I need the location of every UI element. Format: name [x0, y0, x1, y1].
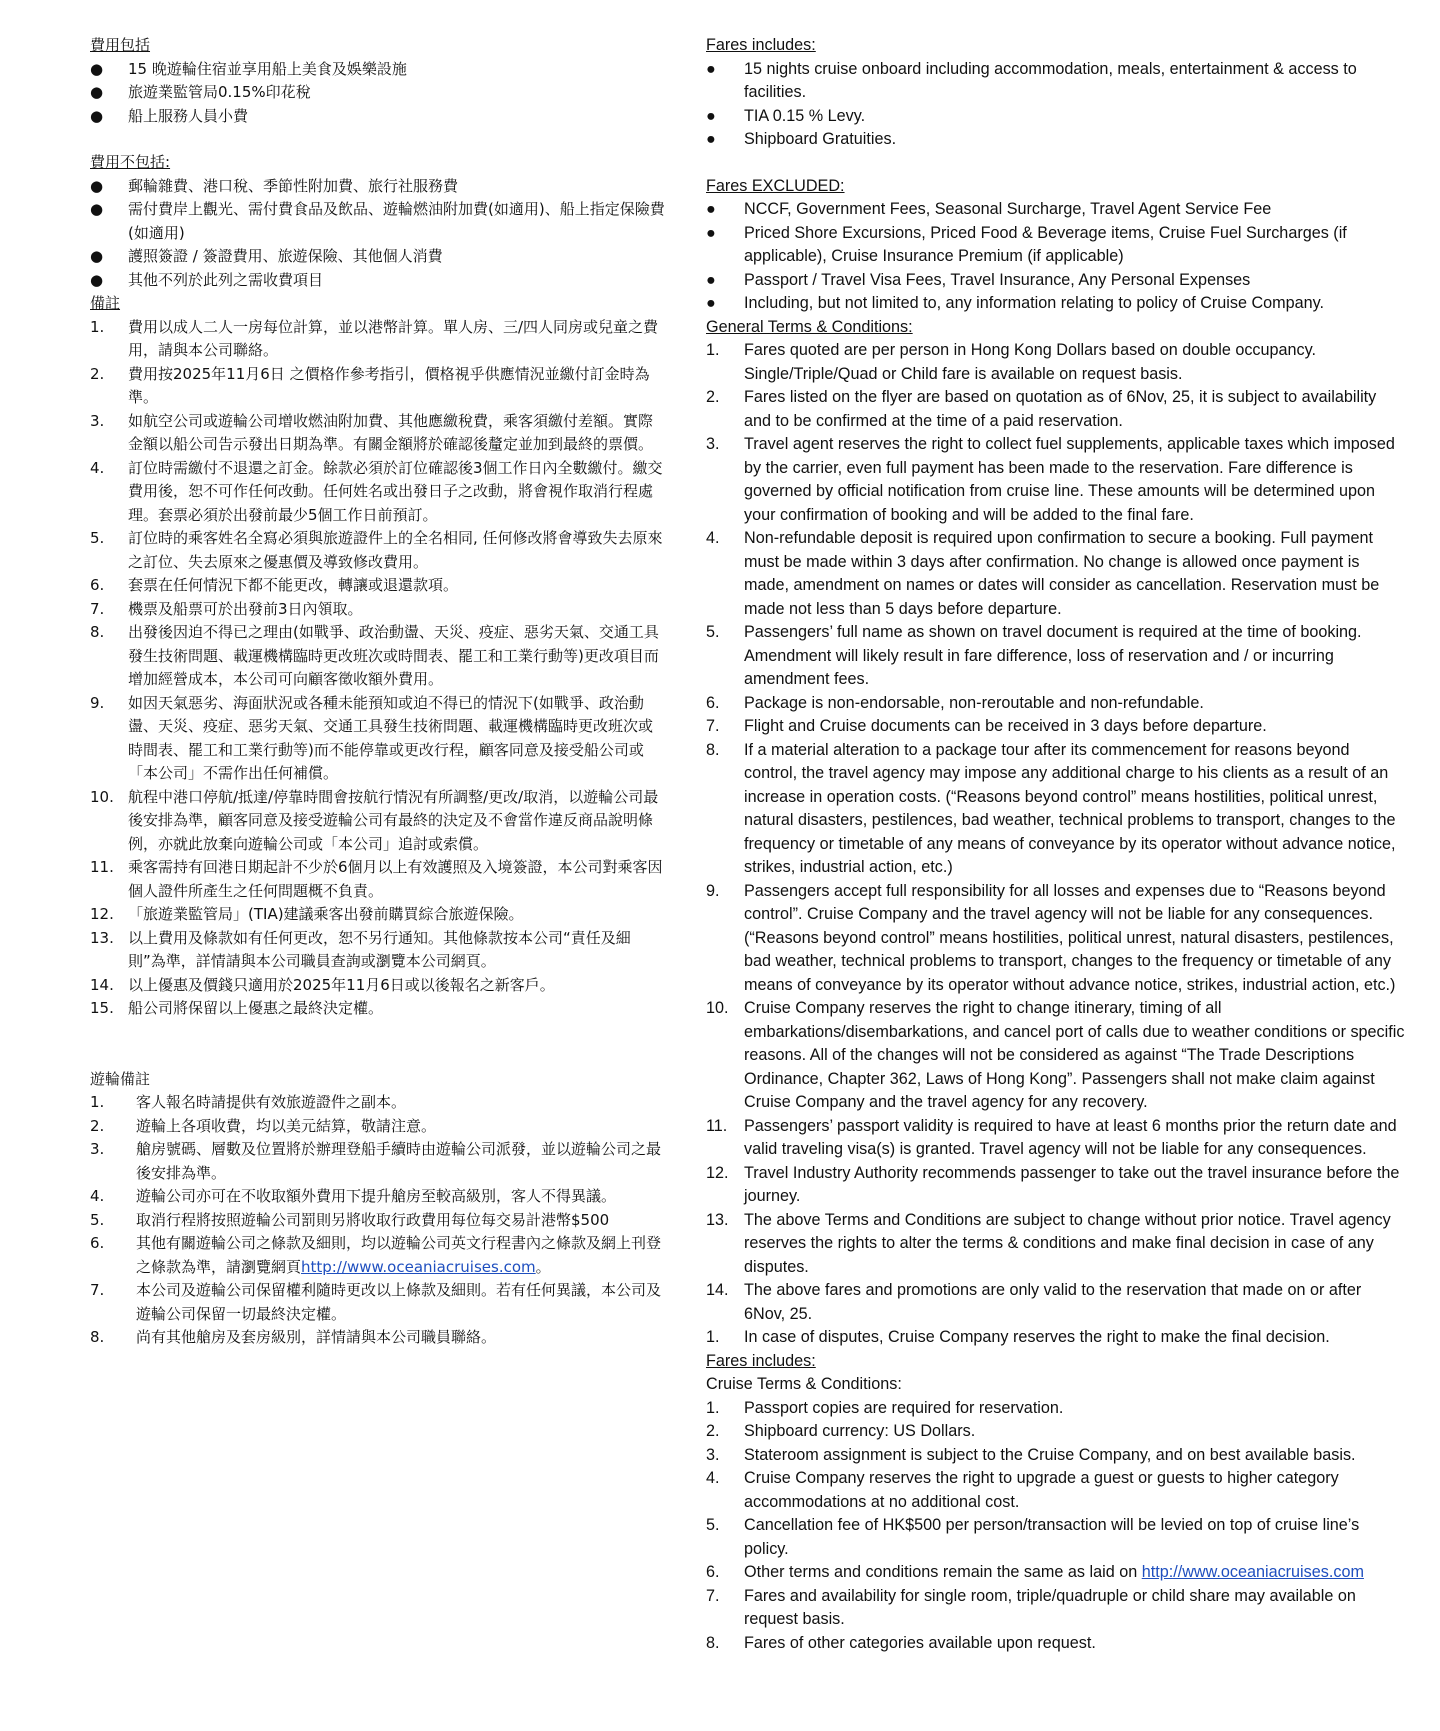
- section-title: Cruise Terms & Conditions:: [706, 1375, 902, 1393]
- bullet-icon: ●: [90, 83, 104, 101]
- list-item: 12. 「旅遊業監管局」(TIA)建議乘客出發前購買綜合旅遊保險。: [90, 905, 524, 923]
- list-item: ● 船上服務人員小費: [90, 105, 665, 129]
- list-item: 3. Travel agent reserves the right to collect fuel supplements, applicable taxes which imposed by the carrier, even full payment has been made to the reservation. Fare difference is governed by official notification from cruise line. These amounts will be determined upon your confirmation of booking and will be added to the final fare.: [706, 435, 1395, 524]
- list-item: 13. 以上費用及條款如有任何更改，恕不另行通知。其他條款按本公司“責任及細則”為準，詳情請與本公司職員查詢或瀏覽本公司網頁。: [90, 928, 631, 970]
- list-item: ● Passport / Travel Visa Fees, Travel Insurance, Any Personal Expenses: [706, 269, 1406, 293]
- bullet-icon: ●: [706, 223, 716, 242]
- bullet-icon: ●: [706, 200, 716, 218]
- oceania-website-link[interactable]: http://www.oceaniacruises.com: [301, 1257, 536, 1276]
- section-title: Fares includes:: [706, 1351, 816, 1370]
- list-item: ● 15 晚遊輪住宿並享用船上美食及娛樂設施: [90, 58, 665, 82]
- list-item: 10. 航程中港口停航/抵達/停靠時間會按航行情況有所調整/更改/取消，以遊輪公司最後安排為準，顧客同意及接受遊輪公司有最終的決定及不會當作違反商品說明條例，亦就此放棄向遊輪公司或「本公司」追討或索償。: [90, 787, 659, 853]
- list-item: 8. If a material alteration to a package tour after its commencement for reasons beyond control, the travel agency may impose any additional charge to his clients as a result of an increase in operation costs. (“Reasons beyond control” means hostilities, political unrest, natural disasters, pestilences, bad weather, technical problems to transport, changes to the frequency or timetable of any means of conveyance by its operator without advance notice, strikes, industrial action, etc.): [706, 740, 1396, 876]
- list-item: 8. 出發後因迫不得已之理由(如戰爭、政治動盪、天災、疫症、惡劣天氣、交通工具發生技術問題、載運機構臨時更改班次或時間表、罷工和工業行動等)更改項目而增加經營成本，本公司可向顧客徵收額外費用。: [90, 623, 659, 688]
- list-item: 4. Cruise Company reserves the right to upgrade a guest or guests to higher category accommodations at no additional cost.: [706, 1469, 1339, 1511]
- section-title: 遊輪備註: [90, 1069, 151, 1088]
- list-item: ● 15 nights cruise onboard including accommodation, meals, entertainment & access to facilities.: [706, 59, 1357, 101]
- list-item: 5. 訂位時的乘客姓名全寫必須與旅遊證件上的全名相同, 任何修改將會導致失去原來之訂位、失去原來之優惠價及導致修改費用。: [90, 529, 663, 571]
- bullet-icon: ●: [90, 176, 104, 195]
- bullet-icon: ●: [90, 270, 104, 289]
- list-item: ● 其他不列於此列之需收費項目: [90, 269, 665, 293]
- list-item: 14. The above fares and promotions are only valid to the reservation that made on or after 6Nov, 25.: [706, 1281, 1362, 1323]
- list-item: 15. 船公司將保留以上優惠之最終決定權。: [90, 999, 384, 1017]
- list-item: 6. 套票在任何情況下都不能更改，轉讓或退還款項。: [90, 576, 459, 594]
- chinese-terms-column: [90, 34, 665, 1350]
- list-item: 6. 其他有關遊輪公司之條款及細則，均以遊輪公司英文行程書內之條款及網上刊登之條款為準，請瀏覽網頁http://www.oceaniacruises.com。: [90, 1234, 662, 1276]
- list-item: 7. 本公司及遊輪公司保留權利隨時更改以上條款及細則。若有任何異議，本公司及遊輪公司保留一切最終決定權。: [90, 1281, 662, 1323]
- bullet-icon: ●: [706, 270, 716, 289]
- section-title: General Terms & Conditions:: [706, 317, 913, 336]
- list-item: 2. 遊輪上各項收費，均以美元結算，敬請注意。: [90, 1116, 437, 1135]
- list-item: 11. 乘客需持有回港日期起計不少於6個月以上有效護照及入境簽證，本公司對乘客因個人證件所產生之任何問題概不負責。: [90, 858, 663, 900]
- oceania-website-link[interactable]: http://www.oceaniacruises.com: [1141, 1563, 1364, 1581]
- list-item: 9. Passengers accept full responsibility for all losses and expenses due to “Reasons beyond control”. Cruise Company and the travel agency will not be liable for any consequences. (“Reasons beyond control” means hostilities, political unrest, natural disasters, pestilences, bad weather, technical problems to transport, changes to the frequency or timetable of any means of conveyance by its operator without advance notice, strikes, industrial action, etc.): [706, 881, 1396, 994]
- list-item: 5. Cancellation fee of HK$500 per person/transaction will be levied on top of cruise line’s policy.: [706, 1516, 1360, 1558]
- list-item: 1. Passport copies are required for reservation.: [706, 1398, 1064, 1417]
- list-item: 6. Package is non-endorsable, non-reroutable and non-refundable.: [706, 693, 1204, 712]
- list-item: 12. Travel Industry Authority recommends passenger to take out the travel insurance before the journey.: [706, 1163, 1400, 1205]
- list-item: 7. Flight and Cruise documents can be received in 3 days before departure.: [706, 717, 1267, 735]
- list-item: 10. Cruise Company reserves the right to change itinerary, timing of all embarkations/disembarkations, and cancel port of calls due to weather conditions or specific reasons. All of the changes will not be considered as against “The Trade Descriptions Ordinance, Chapter 362, Laws of Hong Kong”. Passengers shall not make claim against Cruise Company and the travel agency for any recovery.: [706, 999, 1405, 1111]
- list-item: ● 郵輪雜費、港口稅、季節性附加費、旅行社服務費: [90, 175, 665, 199]
- list-item: 2. Shipboard currency: US Dollars.: [706, 1422, 976, 1440]
- list-item: 4. Non-refundable deposit is required upon confirmation to secure a booking. Full payment must be made within 3 days after confirmation. No change is allowed once payment is made, amendment on names or dates will consider as cancellation. Reservation must be made not less than 5 days before departure.: [706, 529, 1380, 618]
- list-item: 6. Other terms and conditions remain the same as laid on http://www.oceaniacruises.com: [706, 1563, 1364, 1581]
- bullet-icon: ●: [706, 106, 716, 125]
- list-item: 5. 取消行程將按照遊輪公司罰則另將收取行政費用每位每交易計港幣$500: [90, 1210, 610, 1229]
- list-item: ● TIA 0.15 % Levy.: [706, 105, 1406, 129]
- list-item: ● Including, but not limited to, any information relating to policy of Cruise Company.: [706, 292, 1406, 316]
- list-item: ● 需付費岸上觀光、需付費食品及飲品、遊輪燃油附加費(如適用)、船上指定保險費(如適用): [90, 200, 665, 242]
- bullet-icon: ●: [90, 59, 104, 78]
- list-item: 14. 以上優惠及價錢只適用於2025年11月6日或以後報名之新客戶。: [90, 975, 555, 994]
- list-item: 4. 訂位時需繳付不退還之訂金。餘款必須於訂位確認後3個工作日內全數繳付。繳交費用後，恕不可作任何改動。任何姓名或出發日子之改動，將會視作取消行程處理。套票必須於出發前最少5個工作日前預訂。: [90, 458, 663, 524]
- bullet-icon: ●: [90, 247, 104, 265]
- section-title: Fares EXCLUDED:: [706, 176, 845, 195]
- list-item: 7. Fares and availability for single room, triple/quadruple or child share may available on request basis.: [706, 1586, 1356, 1628]
- list-item: 3. 艙房號碼、層數及位置將於辦理登船手續時由遊輪公司派發，並以遊輪公司之最後安排為準。: [90, 1140, 662, 1182]
- list-item: 1. 客人報名時請提供有效旅遊證件之副本。: [90, 1093, 407, 1111]
- list-item: ● Shipboard Gratuities.: [706, 128, 1406, 152]
- list-item: ● 護照簽證 / 簽證費用、旅遊保險、其他個人消費: [90, 245, 665, 269]
- bullet-icon: ●: [90, 200, 104, 218]
- list-item: 1. Fares quoted are per person in Hong Kong Dollars based on double occupancy. Single/Triple/Quad or Child fare is available on request basis.: [706, 341, 1317, 383]
- list-item: 9. 如因天氣惡劣、海面狀況或各種未能預知或迫不得已的情況下(如戰爭、政治動盪、天災、疫症、惡劣天氣、交通工具發生技術問題、載運機構臨時更改班次或時間表、罷工和工業行動等)而不能停靠或更改行程，顧客同意及接受船公司或「本公司」不需作出任何補償。: [90, 693, 654, 782]
- list-item: 4. 遊輪公司亦可在不收取額外費用下提升艙房至較高級別，客人不得異議。: [90, 1187, 617, 1205]
- list-item: 1. 費用以成人二人一房每位計算，並以港幣計算。單人房、三/四人同房或兒童之費用，請與本公司聯絡。: [90, 317, 659, 359]
- list-item: 2. Fares listed on the flyer are based on quotation as of 6Nov, 25, it is subject to availability and to be confirmed at the time of a paid reservation.: [706, 388, 1377, 430]
- list-item: 13. The above Terms and Conditions are subject to change without prior notice. Travel agency reserves the rights to alter the terms & conditions and make final decision in case of any disputes.: [706, 1210, 1391, 1276]
- bullet-icon: ●: [706, 294, 716, 312]
- bullet-icon: ●: [706, 59, 716, 78]
- section-title: 費用包括: [90, 36, 151, 54]
- english-terms-column: [706, 34, 1406, 1655]
- list-item: 8. 尚有其他艙房及套房級別，詳情請與本公司職員聯絡。: [90, 1328, 497, 1346]
- list-item: 8. Fares of other categories available upon request.: [706, 1633, 1096, 1652]
- list-item: ● NCCF, Government Fees, Seasonal Surcharge, Travel Agent Service Fee: [706, 198, 1406, 222]
- bullet-icon: ●: [90, 106, 104, 125]
- list-item: ● 旅遊業監管局0.15%印花稅: [90, 81, 665, 105]
- section-title: 備註: [90, 294, 121, 312]
- list-item: 2. 費用按2025年11月6日 之價格作參考指引，價格視乎供應情況並繳付訂金時為準。: [90, 364, 650, 406]
- list-item: 5. Passengers’ full name as shown on travel document is required at the time of booking. Amendment will likely result in fare difference, loss of reservation and / or incurring amendment fees.: [706, 623, 1362, 688]
- section-title: 費用不包括:: [90, 153, 171, 171]
- bullet-icon: ●: [706, 130, 716, 148]
- list-item: 3. Stateroom assignment is subject to the Cruise Company, and on best available basis.: [706, 1445, 1356, 1464]
- section-title: Fares includes:: [706, 36, 816, 54]
- list-item: 1. In case of disputes, Cruise Company reserves the right to make the final decision.: [706, 1328, 1330, 1346]
- list-item: 7. 機票及船票可於出發前3日內領取。: [90, 599, 363, 618]
- list-item: 11. Passengers’ passport validity is required to have at least 6 months prior the return date and valid traveling visa(s) is granted. Travel agency will not be liable for any consequences.: [706, 1116, 1397, 1158]
- list-item: ● Priced Shore Excursions, Priced Food & Beverage items, Cruise Fuel Surcharges (if applicable), Cruise Insurance Premium (if applicable): [706, 223, 1347, 265]
- list-item: 3. 如航空公司或遊輪公司增收燃油附加費、其他應繳稅費，乘客須繳付差額。實際金額以船公司告示發出日期為準。有關金額將於確認後釐定並加到最終的票價。: [90, 411, 654, 453]
